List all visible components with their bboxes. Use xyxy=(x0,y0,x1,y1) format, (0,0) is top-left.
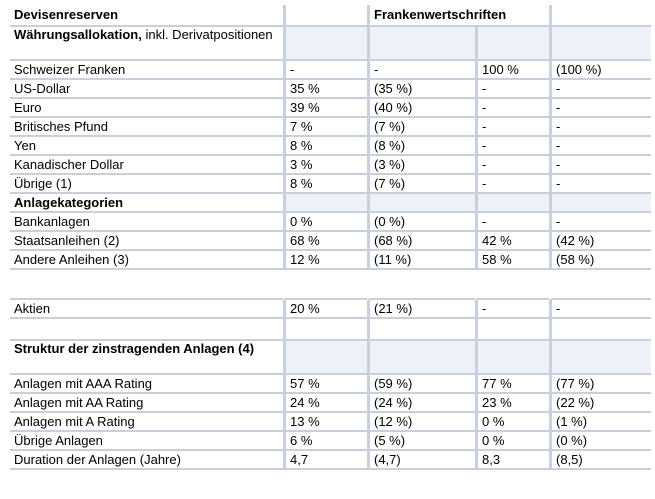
row-value-c3: - xyxy=(475,80,549,99)
table-row xyxy=(10,175,651,194)
row-value-c4: (0 %) xyxy=(549,432,651,451)
shade-cell xyxy=(475,27,549,61)
row-value-c1: 24 % xyxy=(283,394,367,413)
row-value-c1: 12 % xyxy=(283,251,367,270)
row-value-c1: 13 % xyxy=(283,413,367,432)
shade-cell xyxy=(549,27,651,61)
row-value-c1: 8 % xyxy=(283,175,367,194)
header-frankenwertschriften: Frankenwertschriften xyxy=(367,5,549,27)
row-value-c2: (21 %) xyxy=(367,300,475,319)
spacer-cell xyxy=(367,270,475,300)
row-value-c1: 3 % xyxy=(283,156,367,175)
row-value-c1: 20 % xyxy=(283,300,367,319)
row-value-c1: 68 % xyxy=(283,232,367,251)
shade-cell xyxy=(283,341,367,375)
row-value-c4: - xyxy=(549,137,651,156)
row-value-c2: (40 %) xyxy=(367,99,475,118)
row-value-c2: (8 %) xyxy=(367,137,475,156)
row-value-c1: - xyxy=(283,61,367,80)
row-value-c4: (1 %) xyxy=(549,413,651,432)
row-value-c2: (24 %) xyxy=(367,394,475,413)
row-label: Übrige Anlagen xyxy=(10,432,283,451)
table-row xyxy=(10,432,651,451)
shade-cell xyxy=(367,341,475,375)
row-label: Britisches Pfund xyxy=(10,118,283,137)
table-row xyxy=(10,251,651,270)
blank-row xyxy=(10,319,651,341)
row-value-c3: - xyxy=(475,99,549,118)
header-spacer xyxy=(549,5,651,27)
row-label: Anlagen mit AA Rating xyxy=(10,394,283,413)
row-value-c4: - xyxy=(549,118,651,137)
spacer-cell xyxy=(367,319,475,341)
row-value-c1: 7 % xyxy=(283,118,367,137)
section-currency-title xyxy=(10,27,283,61)
row-value-c3: 42 % xyxy=(475,232,549,251)
table-row xyxy=(10,300,651,319)
header-row xyxy=(10,5,651,27)
row-value-c1: 39 % xyxy=(283,99,367,118)
row-value-c4: - xyxy=(549,80,651,99)
table-row xyxy=(10,118,651,137)
row-value-c2: - xyxy=(367,61,475,80)
shade-cell xyxy=(549,341,651,375)
row-label: Andere Anleihen (3) xyxy=(10,251,283,270)
row-value-c3: - xyxy=(475,118,549,137)
row-value-c3: 23 % xyxy=(475,394,549,413)
section-currency-title-rest: inkl. Derivatpositionen xyxy=(141,27,273,42)
row-value-c3: 0 % xyxy=(475,413,549,432)
row-label: Euro xyxy=(10,99,283,118)
section-structure-row xyxy=(10,341,651,375)
reserves-table-body xyxy=(10,5,651,470)
shade-cell xyxy=(367,194,475,213)
row-value-c3: 77 % xyxy=(475,375,549,394)
row-label: US-Dollar xyxy=(10,80,283,99)
row-value-c4: (42 %) xyxy=(549,232,651,251)
row-value-c1: 35 % xyxy=(283,80,367,99)
table-row xyxy=(10,213,651,232)
row-label: Übrige (1) xyxy=(10,175,283,194)
table-row xyxy=(10,232,651,251)
table-row xyxy=(10,99,651,118)
row-value-c2: (3 %) xyxy=(367,156,475,175)
section-asset-row xyxy=(10,194,651,213)
header-spacer xyxy=(283,5,367,27)
row-value-c2: (59 %) xyxy=(367,375,475,394)
row-value-c4: (58 %) xyxy=(549,251,651,270)
spacer-cell xyxy=(10,319,283,341)
table-row xyxy=(10,375,651,394)
row-value-c4: (100 %) xyxy=(549,61,651,80)
shade-cell xyxy=(475,341,549,375)
row-value-c2: (7 %) xyxy=(367,118,475,137)
spacer-cell xyxy=(549,270,651,300)
header-devisenreserven: Devisenreserven xyxy=(10,5,283,27)
row-value-c4: (8,5) xyxy=(549,451,651,470)
row-value-c4: - xyxy=(549,213,651,232)
row-value-c3: - xyxy=(475,175,549,194)
shade-cell xyxy=(283,27,367,61)
row-value-c4: - xyxy=(549,156,651,175)
row-value-c2: (68 %) xyxy=(367,232,475,251)
row-value-c3: - xyxy=(475,300,549,319)
spacer-row xyxy=(10,270,651,300)
row-value-c2: (0 %) xyxy=(367,213,475,232)
row-label: Staatsanleihen (2) xyxy=(10,232,283,251)
row-value-c2: (4,7) xyxy=(367,451,475,470)
table-row xyxy=(10,80,651,99)
shade-cell xyxy=(475,194,549,213)
row-label: Anlagen mit AAA Rating xyxy=(10,375,283,394)
row-value-c2: (12 %) xyxy=(367,413,475,432)
row-value-c2: (11 %) xyxy=(367,251,475,270)
spacer-cell xyxy=(283,270,367,300)
row-label: Aktien xyxy=(10,300,283,319)
row-value-c3: 58 % xyxy=(475,251,549,270)
row-value-c4: - xyxy=(549,300,651,319)
row-value-c1: 8 % xyxy=(283,137,367,156)
row-label: Yen xyxy=(10,137,283,156)
row-value-c4: (22 %) xyxy=(549,394,651,413)
row-value-c4: - xyxy=(549,99,651,118)
row-label: Anlagen mit A Rating xyxy=(10,413,283,432)
row-value-c3: 100 % xyxy=(475,61,549,80)
row-value-c1: 4,7 xyxy=(283,451,367,470)
row-value-c2: (5 %) xyxy=(367,432,475,451)
row-value-c1: 0 % xyxy=(283,213,367,232)
table-row xyxy=(10,394,651,413)
row-value-c3: - xyxy=(475,213,549,232)
reserves-table xyxy=(10,5,651,470)
section-currency-title-bold: Währungsallokation, xyxy=(14,27,142,42)
spacer-cell xyxy=(475,270,549,300)
spacer-cell xyxy=(10,270,283,300)
table-row xyxy=(10,413,651,432)
table-row xyxy=(10,137,651,156)
row-value-c1: 57 % xyxy=(283,375,367,394)
row-value-c4: (77 %) xyxy=(549,375,651,394)
row-value-c3: 8,3 xyxy=(475,451,549,470)
row-value-c3: - xyxy=(475,137,549,156)
shade-cell xyxy=(549,194,651,213)
row-value-c1: 6 % xyxy=(283,432,367,451)
spacer-cell xyxy=(283,319,367,341)
row-value-c2: (7 %) xyxy=(367,175,475,194)
shade-cell xyxy=(283,194,367,213)
row-value-c2: (35 %) xyxy=(367,80,475,99)
table-row xyxy=(10,156,651,175)
section-asset-title: Anlagekategorien xyxy=(10,194,283,213)
row-value-c4: - xyxy=(549,175,651,194)
spacer-cell xyxy=(549,319,651,341)
row-label: Duration der Anlagen (Jahre) xyxy=(10,451,283,470)
spacer-cell xyxy=(475,319,549,341)
section-currency-row xyxy=(10,27,651,61)
table-row xyxy=(10,61,651,80)
row-label: Schweizer Franken xyxy=(10,61,283,80)
row-label: Kanadischer Dollar xyxy=(10,156,283,175)
shade-cell xyxy=(367,27,475,61)
table-row xyxy=(10,451,651,470)
section-structure-title: Struktur der zinstragenden Anlagen (4) xyxy=(10,341,283,375)
row-label: Bankanlagen xyxy=(10,213,283,232)
row-value-c3: - xyxy=(475,156,549,175)
row-value-c3: 0 % xyxy=(475,432,549,451)
